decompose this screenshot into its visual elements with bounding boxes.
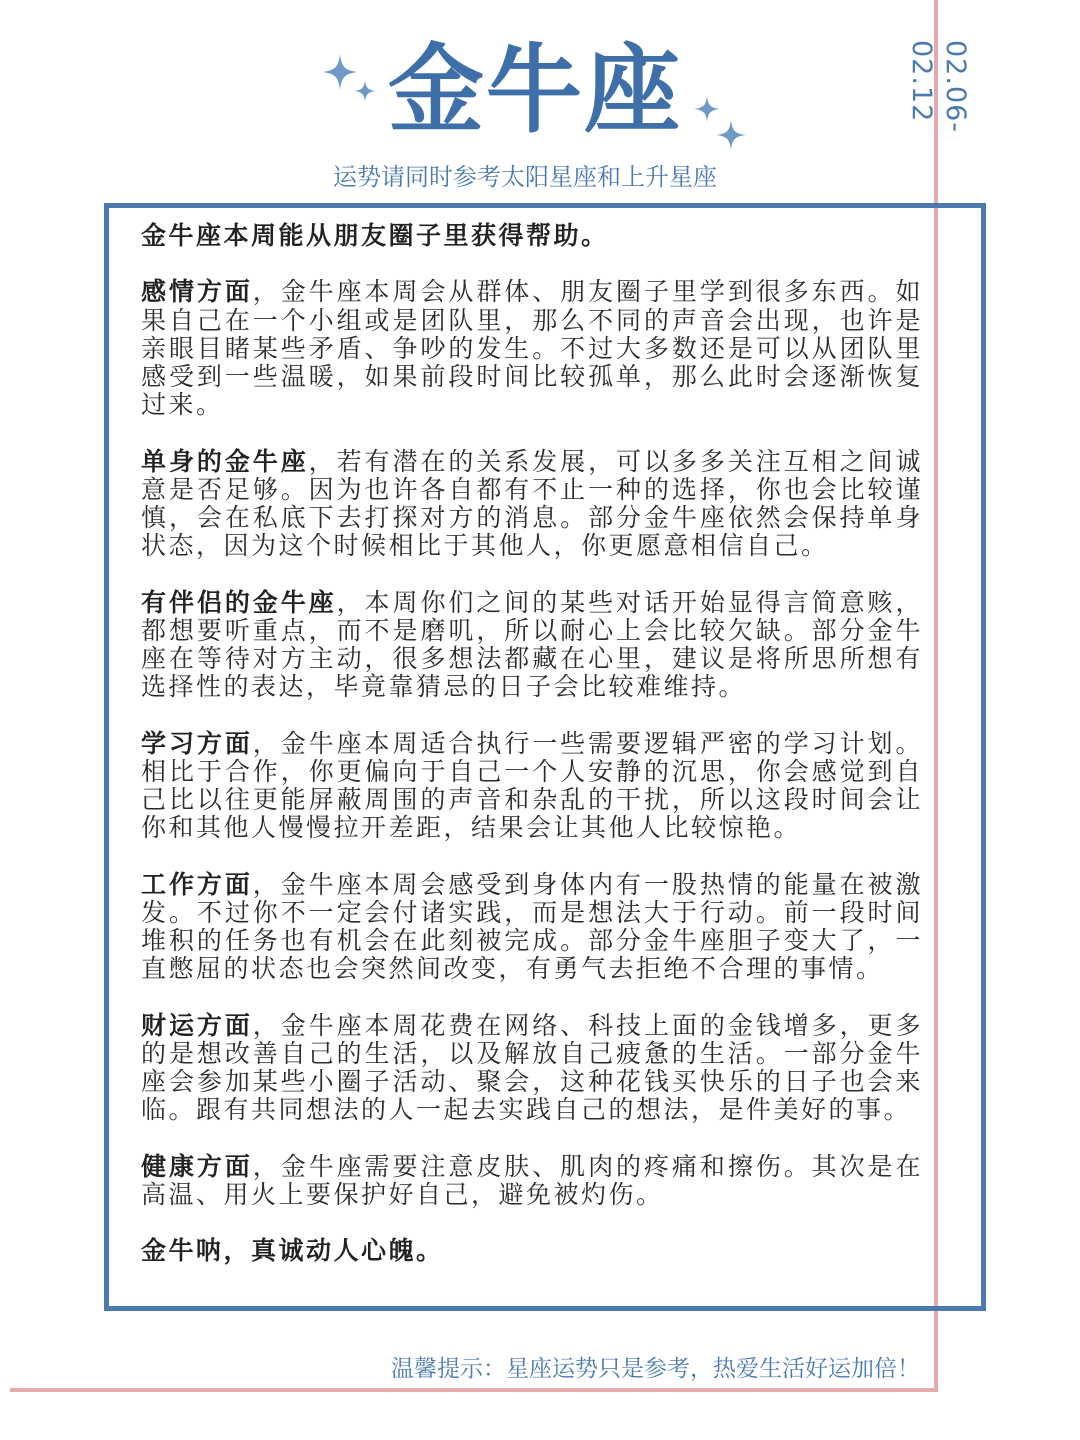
section-text: ，本周你们之间的某些对话开始显得言简意赅，都想要听重点，而不是磨叽，所以耐心上会比较欠缺。部分金牛座在等待对方主动，很多想法都藏在心里，建议是将所思所想有选择性的表达，毕竟靠猜忌的日子会比较难维持。 [141,587,923,702]
paragraph-single [141,448,923,561]
sparkle-icon [322,54,358,90]
section-label: 工作方面 [141,869,253,899]
paragraph-work [141,871,923,984]
content-frame [104,203,986,1311]
section-label: 学习方面 [141,728,253,758]
section-text: ，金牛座本周会感受到身体内有一股热情的能量在被激发。不过你不一定会付诸实践，而是想法大于行动。前一段时间堆积的任务也有机会在此刻被完成。部分金牛座胆子变大了，一直憋屈的状态也会突然间改变，有勇气去拒绝不合理的事情。 [141,869,923,984]
date-range: 02.06-02.12 [906,40,971,134]
section-text: ，金牛座本周花费在网络、科技上面的金钱增多，更多的是想改善自己的生活，以及解放自己疲惫的生活。一部分金牛座会参加某些小圈子活动、聚会，这种花钱买快乐的日子也会来临。跟有共同想法的人一起去实践自己的想法，是件美好的事。 [141,1010,923,1125]
footer-tip: 温馨提示：星座运势只是参考，热爱生活好运加倍！ [391,1356,920,1382]
section-text: ，金牛座本周适合执行一些需要逻辑严密的学习计划。相比于合作，你更偏向于自己一个人安静的沉思，你会感觉到自己比以往更能屏蔽周围的声音和杂乱的干扰，所以这段时间会让你和其他人慢慢拉开差距，结果会让其他人比较惊艳。 [141,728,923,843]
paragraph-wealth [141,1012,923,1125]
sparkle-icon-small [694,96,720,122]
section-label: 感情方面 [141,277,253,307]
pink-divider-horizontal [10,1388,938,1392]
section-label: 单身的金牛座 [141,446,309,476]
paragraph-study [141,730,923,843]
section-label: 健康方面 [141,1151,253,1181]
paragraph-partnered [141,589,923,702]
article-body [141,222,923,1294]
section-text: ，金牛座需要注意皮肤、肌肉的疼痛和擦伤。其次是在高温、用火上要保护好自己，避免被灼伤。 [141,1151,923,1209]
paragraph-love [141,278,923,419]
section-label: 财运方面 [141,1010,253,1040]
sparkle-icon [716,120,746,150]
section-text: ，若有潜在的关系发展，可以多多关注互相之间诚意是否足够。因为也许各自都有不止一种的选择，你也会比较谨慎，会在私底下去打探对方的消息。部分金牛座依然会保持单身状态，因为这个时候相比于其他人，你更愿意相信自己。 [141,446,923,561]
subtitle: 运势请同时参考太阳星座和上升星座 [333,163,717,191]
paragraph-health [141,1153,923,1209]
section-text: ，金牛座本周会从群体、朋友圈子里学到很多东西。如果自己在一个小组或是团队里，那么不同的声音会出现，也许是亲眼目睹某些矛盾、争吵的发生。不过大多数还是可以从团队里感受到一些温暖，如果前段时间比较孤单，那么此时会逐渐恢复过来。 [141,277,923,420]
closing-sentence: 金牛呐，真诚动人心魄。 [141,1236,444,1266]
lead-sentence: 金牛座本周能从朋友圈子里获得帮助。 [141,221,609,250]
page-title: 金牛座 [388,34,682,146]
sparkle-icon-small [354,80,376,102]
section-label: 有伴侣的金牛座 [141,587,337,617]
